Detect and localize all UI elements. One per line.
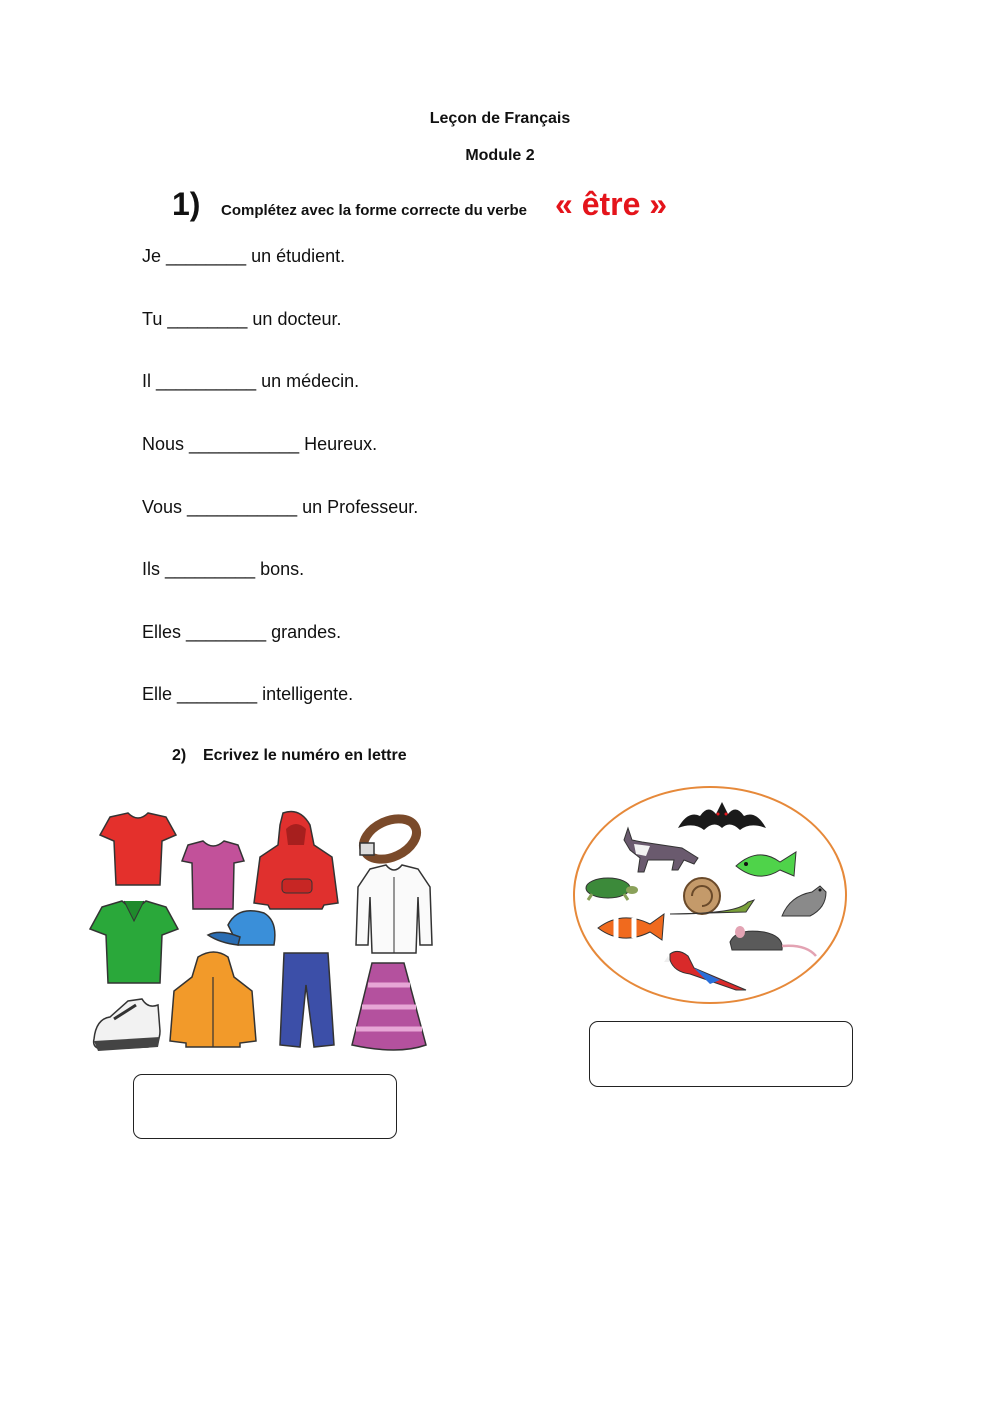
question-2 — [172, 747, 407, 765]
question-2-instruction: Ecrivez le numéro en lettre — [203, 747, 407, 764]
clothes-illustration — [88, 805, 438, 1060]
question-1-verb: « être » — [555, 186, 668, 222]
module-label: Module 2 — [465, 147, 535, 164]
green-polo-icon — [90, 901, 178, 983]
animals-illustration — [570, 784, 850, 1006]
exercise-line: Elle ________ intelligente. — [142, 684, 354, 704]
answer-box-clothes[interactable] — [133, 1074, 397, 1139]
question-1-instruction: Complétez avec la forme correcte du verbe — [221, 202, 527, 219]
page-title: Leçon de Français — [429, 110, 571, 127]
blue-cap-icon — [208, 911, 275, 945]
white-shirt-icon — [356, 865, 432, 953]
belt-icon — [357, 811, 423, 867]
exercise-line: Elles ________ grandes. — [142, 622, 342, 642]
answer-box-animals[interactable] — [589, 1021, 853, 1087]
exercise-line: Je ________ un étudient. — [142, 246, 346, 266]
question-1-number: 1) — [172, 186, 201, 222]
exercise-line: Nous ___________ Heureux. — [142, 434, 378, 454]
question-2-number: 2) — [172, 747, 187, 764]
pink-top-icon — [182, 841, 244, 909]
orange-jacket-icon — [170, 952, 256, 1047]
red-hoodie-icon — [254, 812, 338, 910]
sneaker-icon — [94, 999, 160, 1051]
jeans-icon — [280, 953, 334, 1047]
exercise-line: Tu ________ un docteur. — [142, 309, 342, 329]
exercise-line: Il __________ un médecin. — [142, 371, 360, 391]
pink-skirt-icon — [352, 963, 426, 1050]
red-tshirt-icon — [100, 813, 176, 885]
exercise-line: Ils _________ bons. — [142, 559, 305, 579]
exercise-line: Vous ___________ un Professeur. — [142, 497, 419, 517]
